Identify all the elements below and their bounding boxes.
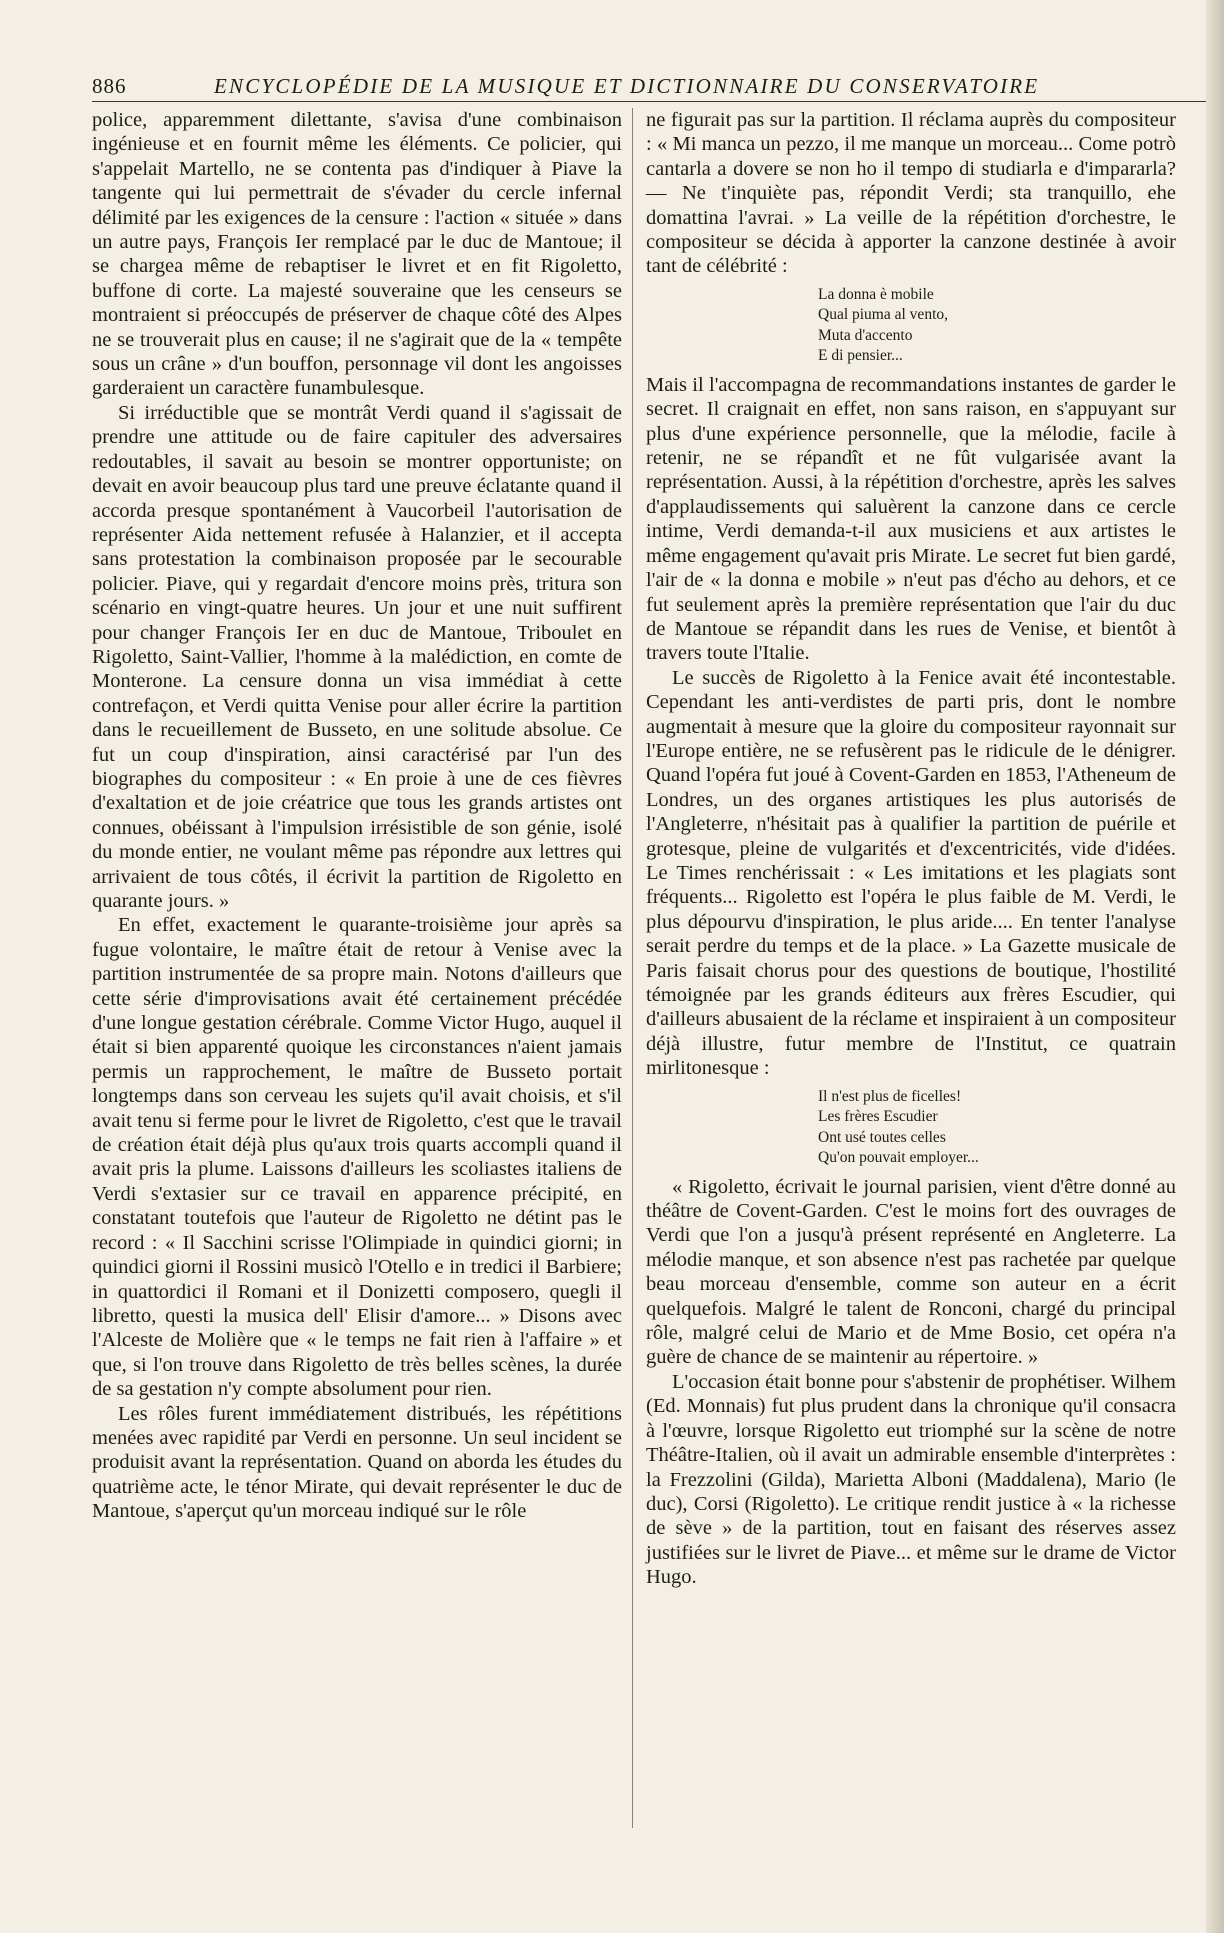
paragraph: Les rôles furent immédiatement distribués, les répétitions menées avec rapidité par Verdi en personne. Un seul incident se produisit avant la représentation. Quand on aborda les études du quatrième acte, le ténor Mirate, qui devait représenter le duc de Mantoue, s'aperçut qu'un morceau indiqué sur le rôle xyxy=(92,1402,622,1523)
verse-line: Muta d'accento xyxy=(818,326,913,344)
paragraph: Le succès de Rigoletto à la Fenice avait été incontestable. Cependant les anti-verdistes de parti pris, dont le nombre augmentait à mesure que la gloire du compositeur rayonnait sur l'Europe entière, ne se refusèrent pas le ridicule de le dénigrer. Quand l'opéra fut joué à Covent-Garden en 1853, l'Atheneum de Londres, un des organes artistiques les plus autorisés de l'Angleterre, n'hésitait pas à qualifier la partition de puérile et grotesque, pleine de vulgarités et d'excentricités, vide d'idées. Le Times renchérissait : « Les imitations et les plagiats sont fréquents... Rigoletto est l'opéra le plus faible de M. Verdi, le plus dépourvu d'inspiration, le plus aride.... En tenter l'analyse serait perdre du temps et de la place. » La Gazette musicale de Paris faisait chorus pour des questions de boutique, l'hostilité témoignée par les grands éditeurs aux frères Escudier, qui d'ailleurs abusaient de la réclame et inspiraient à un compositeur déjà illustre, futur membre de l'Institut, ce quatrain mirlitonesque : xyxy=(646,666,1176,1080)
verse-line: La donna è mobile xyxy=(818,285,934,303)
paragraph: Si irréductible que se montrât Verdi quand il s'agissait de prendre une attitude ou de faire capituler des adversaires redoutables, il savait au besoin se montrer opportuniste; on devait en avoir beaucoup plus tard une preuve éclatante quand il accorda presque spontanément à Vaucorbeil l'autorisation de représenter Aida nettement refusée à Halanzier, et il accepta sans protestation la combinaison proposée par le secourable policier. Piave, qui y regardait d'encore moins près, tritura son scénario en vingt-quatre heures. Un jour et une nuit suffirent pour changer François Ier en duc de Mantoue, Triboulet en Rigoletto, Saint-Vallier, l'homme à la malédiction, en comte de Monterone. La censure donna un visa immédiat à cette contrefaçon, et Verdi quitta Venise pour aller écrire la partition dans le recueillement de Busseto, en une solitude absolue. Ce fut un coup d'inspiration, ainsi caractérisé par l'un des biographes du compositeur : « En proie à une de ces fièvres d'exaltation et de joie créatrice que tous les grands artistes ont connues, obéissant à l'impulsion irrésistible de son génie, isolé du monde entier, ne voulant même pas répondre aux lettres qui arrivaient de tous côtés, il écrivit la partition de Rigoletto en quarante jours. » xyxy=(92,401,622,912)
running-title: ENCYCLOPÉDIE DE LA MUSIQUE ET DICTIONNAIRE DU CONSERVATOIRE xyxy=(214,74,1040,98)
verse-la-donna-e-mobile xyxy=(818,285,1176,367)
header-rule xyxy=(92,101,1206,102)
verse-line: E di pensier... xyxy=(818,347,903,365)
page-edge xyxy=(1206,0,1224,1933)
verse-line: Les frères Escudier xyxy=(818,1108,938,1126)
verse-line: Qu'on pouvait employer... xyxy=(818,1149,979,1167)
paragraph: police, apparemment dilettante, s'avisa d'une combinaison ingénieuse et en fournit même les éléments. Ce policier, qui s'appelait Martello, ne se contenta pas d'indiquer à Piave la tangente qui lui permettrait de s'évader du cercle infernal délimité par les exigences de la censure : l'action « située » dans un autre pays, François Ier remplacé par le duc de Mantoue; il se chargea même de rebaptiser le livret et en fit Rigoletto, buffone di corte. La majesté souveraine que les censeurs se montraient si préoccupés de préserver de chaque côté des Alpes ne se trouverait plus en cause; il ne s'agirait que de la « tempête sous un crâne » d'un bouffon, personnage vil dont les angoisses garderaient un caractère funambulesque. xyxy=(92,109,622,400)
paragraph: « Rigoletto, écrivait le journal parisien, vient d'être donné au théâtre de Covent-Garden. C'est le moins fort des ouvrages de Verdi que l'on a jusqu'à présent représenté en Angleterre. La mélodie manque, et son absence n'est pas rachetée par quelque beau morceau d'ensemble, comme son auteur en a écrit quelquefois. Malgré le talent de Ronconi, chargé du principal rôle, malgré celui de Mario et de Mme Bosio, cet opéra n'a guère de chance de se maintenir au répertoire. » xyxy=(646,1175,1176,1369)
verse-quatrain xyxy=(818,1087,1176,1169)
paragraph: Mais il l'accompagna de recommandations instantes de garder le secret. Il craignait en effet, non sans raison, en s'appuyant sur plus d'une expérience personnelle, que la mélodie, facile à retenir, ne se répandît et ne fût vulgarisée avant la représentation. Aussi, à la répétition d'orchestre, après les salves d'applaudissements qui saluèrent la canzone dans ce cercle intime, Verdi demanda-t-il aux musiciens et aux artistes le même engagement qu'avait pris Mirate. Le secret fut bien gardé, l'air de « la donna e mobile » n'eut pas d'écho au dehors, et ce fut seulement après la première représentation que l'air du duc de Mantoue se répandit dans les rues de Venise, et bientôt à travers toute l'Italie. xyxy=(646,373,1176,665)
right-column xyxy=(646,108,1176,1590)
verse-line: Ont usé toutes celles xyxy=(818,1128,946,1146)
paragraph: En effet, exactement le quarante-troisième jour après sa fugue volontaire, le maître était de retour à Venise avec la partition instrumentée de sa propre main. Notons d'ailleurs que cette série d'improvisations avait été certainement précédée d'une longue gestation cérébrale. Comme Victor Hugo, auquel il était si bien apparenté quoique les circonstances n'aient jamais permis un rapprochement, le maître de Busseto portait longtemps dans son cerveau les sujets qu'il avait choisis, et s'il avait tenu si ferme pour le livret de Rigoletto, c'est que le travail de création était déjà plus qu'aux trois quarts accompli quand il avait pris la plume. Laissons d'ailleurs les scoliastes italiens de Verdi s'extasier sur ce travail en apparence précipité, en constatant toutefois que l'auteur de Rigoletto ne détint pas le record : « Il Sacchini scrisse l'Olimpiade in quindici giorni; in quindici giorni il Rossini musicò l'Otello e in tredici il Barbiere; in quattordici il Romani et il Donizetti composero, quegli il libretto, questi la musica dell' Elisir d'amore... » Disons avec l'Alceste de Molière que « le temps ne fait rien à l'affaire » et que, si l'on trouve dans Rigoletto de très belles scènes, la durée de sa gestation n'y compte absolument pour rien. xyxy=(92,914,622,1401)
page-number: 886 xyxy=(92,74,127,98)
verse-line: Qual piuma al vento, xyxy=(818,306,948,324)
column-divider xyxy=(632,108,633,1828)
verse-line: Il n'est plus de ficelles! xyxy=(818,1087,962,1105)
paragraph: ne figurait pas sur la partition. Il réclama auprès du compositeur : « Mi manca un pezzo, il me manque un morceau... Come potrò cantarla a dovere se non ho il tempo di studiarla e d'impararla? — Ne t'inquiète pas, répondit Verdi; sta tranquillo, ehe domattina l'avrai. » La veille de la répétition d'orchestre, le compositeur se décida à apporter la canzone destinée à avoir tant de célébrité : xyxy=(646,109,1176,278)
paragraph: L'occasion était bonne pour s'abstenir de prophétiser. Wilhem (Ed. Monnais) fut plus prudent dans la chronique qu'il consacra à l'œuvre, lorsque Rigoletto eut triomphé sur la scène de notre Théâtre-Italien, où il avait un admirable ensemble d'interprètes : la Frezzolini (Gilda), Marietta Alboni (Maddalena), Mario (le duc), Corsi (Rigoletto). Le critique rendit justice à « la richesse de sève » de la partition, tout en faisant des réserves assez justifiées sur le livret de Piave... et même sur le drame de Victor Hugo. xyxy=(646,1370,1176,1589)
left-column xyxy=(92,108,622,1524)
